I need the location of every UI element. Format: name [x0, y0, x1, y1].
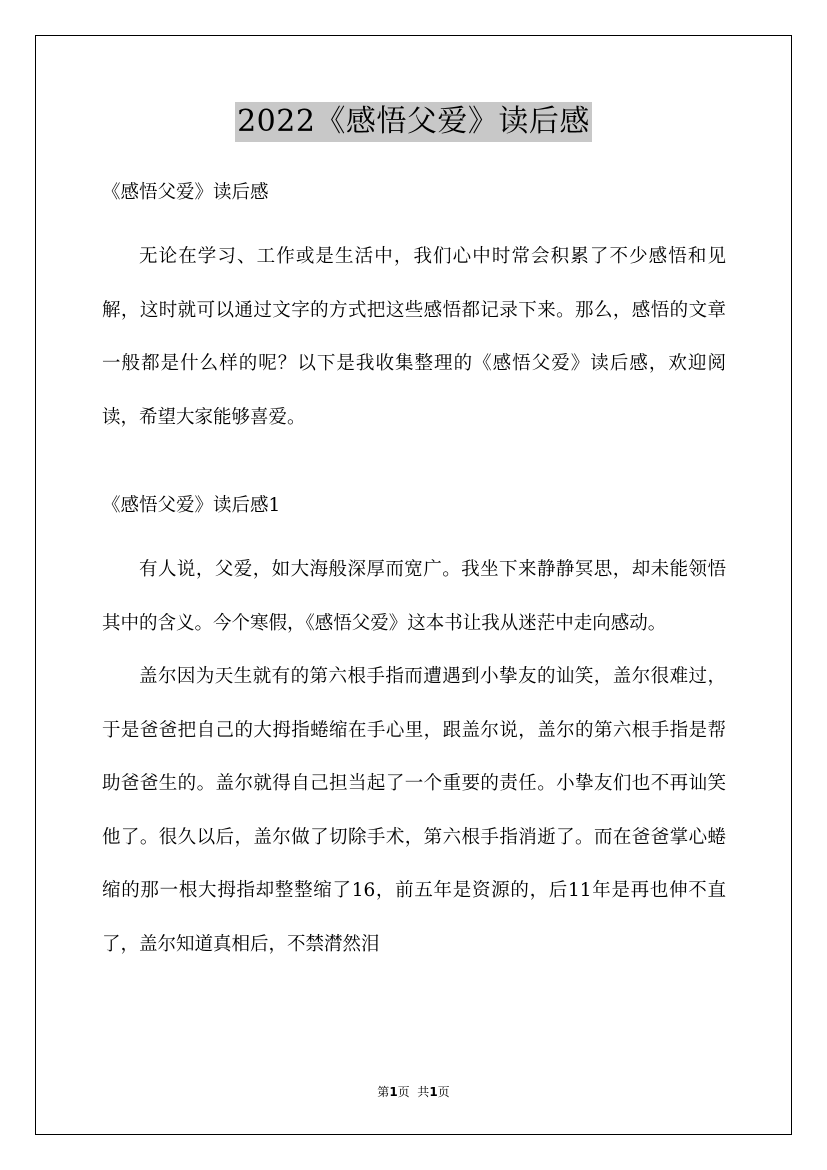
- footer-mid: 页 共: [397, 1085, 430, 1099]
- section-heading-1: 《感悟父爱》读后感1: [102, 495, 281, 516]
- document-subtitle: 《感悟父爱》读后感: [102, 182, 269, 203]
- footer-page-total: 1: [429, 1085, 438, 1099]
- document-body: [102, 175, 726, 971]
- document-title: 2022《感悟父爱》读后感: [235, 102, 592, 142]
- footer-prefix: 第: [377, 1085, 390, 1099]
- section1-paragraph-1: 有人说，父爱，如大海般深厚而宽广。我坐下来静静冥思，却未能领悟其中的含义。今个寒假，《感悟父爱》这本书让我从迷茫中走向感动。: [102, 559, 726, 634]
- page-footer: [0, 1083, 827, 1100]
- footer-suffix: 页: [437, 1085, 450, 1099]
- section1-paragraph-2: 盖尔因为天生就有的第六根手指而遭遇到小挚友的讪笑，盖尔很难过，于是爸爸把自己的大拇指蜷缩在手心里，跟盖尔说，盖尔的第六根手指是帮助爸爸生的。盖尔就得自己担当起了一个重要的责任。小挚友们也不再讪笑他了。很久以后，盖尔做了切除手术，第六根手指消逝了。而在爸爸掌心蜷缩的那一根大拇指却整整缩了16，前五年是资源的，后11年是再也伸不直了，盖尔知道真相后，不禁潸然泪: [102, 666, 726, 955]
- footer-page-current: 1: [389, 1085, 398, 1099]
- intro-paragraph: 无论在学习、工作或是生活中，我们心中时常会积累了不少感悟和见解，这时就可以通过文字的方式把这些感悟都记录下来。那么，感悟的文章一般都是什么样的呢？以下是我收集整理的《感悟父爱》读后感，欢迎阅读，希望大家能够喜爱。: [102, 246, 726, 428]
- title-container: [0, 102, 827, 142]
